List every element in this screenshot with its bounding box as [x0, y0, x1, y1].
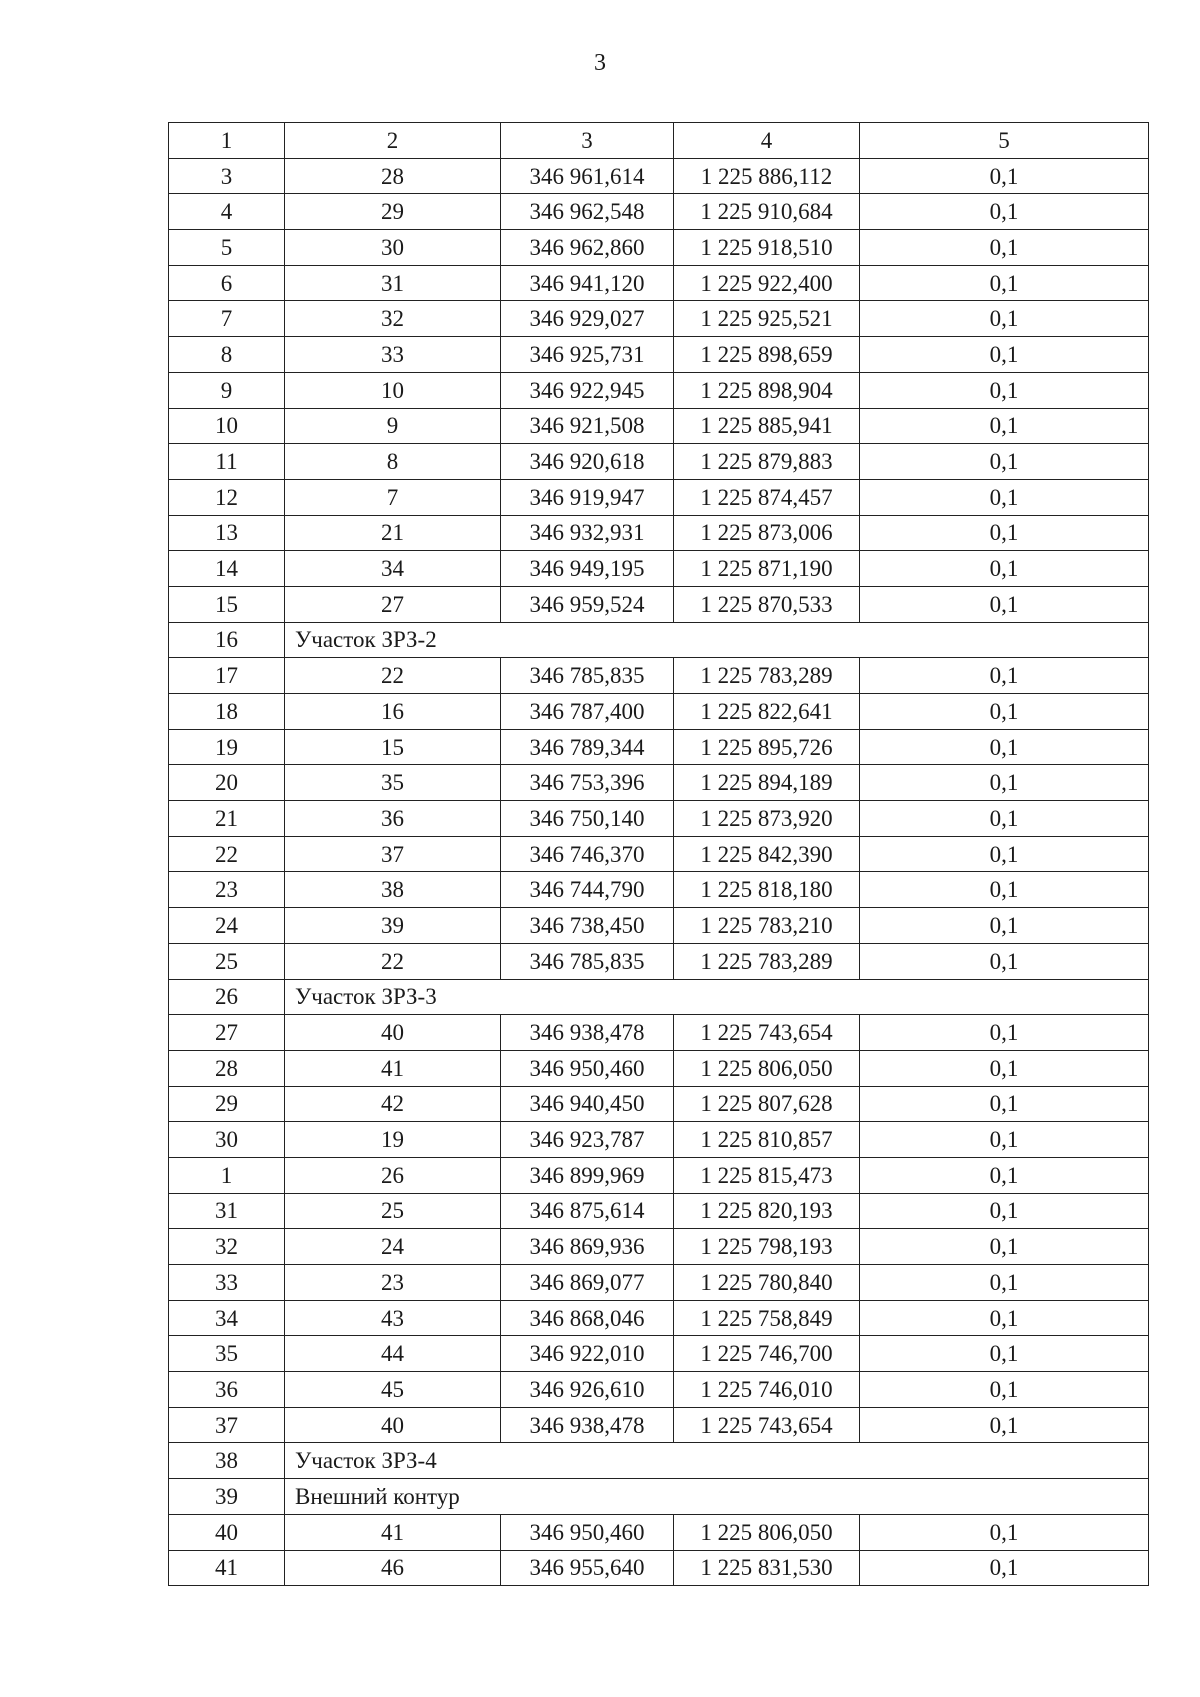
x-coordinate-cell: 346 785,835 — [501, 658, 674, 694]
row-number-cell: 20 — [169, 765, 285, 801]
row-number-cell: 10 — [169, 408, 285, 444]
table-row — [169, 1265, 1149, 1301]
row-number-cell: 26 — [169, 979, 285, 1015]
accuracy-cell: 0,1 — [860, 265, 1149, 301]
y-coordinate-cell: 1 225 898,904 — [674, 372, 860, 408]
y-coordinate-cell: 1 225 918,510 — [674, 230, 860, 266]
x-coordinate-cell: 346 750,140 — [501, 801, 674, 837]
accuracy-cell: 0,1 — [860, 694, 1149, 730]
x-coordinate-cell: 346 938,478 — [501, 1015, 674, 1051]
accuracy-cell: 0,1 — [860, 372, 1149, 408]
table-row — [169, 479, 1149, 515]
header-cell-1: 1 — [169, 123, 285, 159]
point-number-cell: 28 — [285, 158, 501, 194]
table-row — [169, 194, 1149, 230]
accuracy-cell: 0,1 — [860, 1407, 1149, 1443]
y-coordinate-cell: 1 225 870,533 — [674, 586, 860, 622]
point-number-cell: 25 — [285, 1193, 501, 1229]
y-coordinate-cell: 1 225 895,726 — [674, 729, 860, 765]
x-coordinate-cell: 346 938,478 — [501, 1407, 674, 1443]
table-row — [169, 908, 1149, 944]
x-coordinate-cell: 346 941,120 — [501, 265, 674, 301]
table-row — [169, 337, 1149, 373]
row-number-cell: 32 — [169, 1229, 285, 1265]
point-number-cell: 42 — [285, 1086, 501, 1122]
section-title-cell: Участок ЗРЗ-3 — [285, 979, 1149, 1015]
y-coordinate-cell: 1 225 780,840 — [674, 1265, 860, 1301]
x-coordinate-cell: 346 920,618 — [501, 444, 674, 480]
table-row — [169, 1407, 1149, 1443]
row-number-cell: 28 — [169, 1050, 285, 1086]
x-coordinate-cell: 346 868,046 — [501, 1300, 674, 1336]
accuracy-cell: 0,1 — [860, 658, 1149, 694]
section-title-cell: Участок ЗРЗ-2 — [285, 622, 1149, 658]
row-number-cell: 25 — [169, 943, 285, 979]
x-coordinate-cell: 346 744,790 — [501, 872, 674, 908]
accuracy-cell: 0,1 — [860, 908, 1149, 944]
point-number-cell: 10 — [285, 372, 501, 408]
row-number-cell: 33 — [169, 1265, 285, 1301]
table-body — [169, 158, 1149, 1586]
y-coordinate-cell: 1 225 925,521 — [674, 301, 860, 337]
y-coordinate-cell: 1 225 743,654 — [674, 1407, 860, 1443]
x-coordinate-cell: 346 919,947 — [501, 479, 674, 515]
table-row — [169, 1336, 1149, 1372]
accuracy-cell: 0,1 — [860, 765, 1149, 801]
section-row — [169, 622, 1149, 658]
y-coordinate-cell: 1 225 831,530 — [674, 1550, 860, 1586]
table-row — [169, 230, 1149, 266]
accuracy-cell: 0,1 — [860, 1015, 1149, 1051]
point-number-cell: 36 — [285, 801, 501, 837]
x-coordinate-cell: 346 950,460 — [501, 1050, 674, 1086]
table-row — [169, 729, 1149, 765]
x-coordinate-cell: 346 950,460 — [501, 1514, 674, 1550]
y-coordinate-cell: 1 225 810,857 — [674, 1122, 860, 1158]
accuracy-cell: 0,1 — [860, 479, 1149, 515]
x-coordinate-cell: 346 789,344 — [501, 729, 674, 765]
row-number-cell: 8 — [169, 337, 285, 373]
row-number-cell: 38 — [169, 1443, 285, 1479]
table-row — [169, 372, 1149, 408]
y-coordinate-cell: 1 225 758,849 — [674, 1300, 860, 1336]
row-number-cell: 22 — [169, 836, 285, 872]
header-cell-4: 4 — [674, 123, 860, 159]
y-coordinate-cell: 1 225 783,210 — [674, 908, 860, 944]
section-row — [169, 1443, 1149, 1479]
x-coordinate-cell: 346 926,610 — [501, 1372, 674, 1408]
y-coordinate-cell: 1 225 783,289 — [674, 943, 860, 979]
point-number-cell: 7 — [285, 479, 501, 515]
point-number-cell: 37 — [285, 836, 501, 872]
point-number-cell: 33 — [285, 337, 501, 373]
header-cell-2: 2 — [285, 123, 501, 159]
accuracy-cell: 0,1 — [860, 444, 1149, 480]
accuracy-cell: 0,1 — [860, 1550, 1149, 1586]
y-coordinate-cell: 1 225 798,193 — [674, 1229, 860, 1265]
row-number-cell: 34 — [169, 1300, 285, 1336]
accuracy-cell: 0,1 — [860, 551, 1149, 587]
section-title-cell: Внешний контур — [285, 1479, 1149, 1515]
y-coordinate-cell: 1 225 886,112 — [674, 158, 860, 194]
y-coordinate-cell: 1 225 820,193 — [674, 1193, 860, 1229]
table-row — [169, 1514, 1149, 1550]
table-row — [169, 586, 1149, 622]
row-number-cell: 41 — [169, 1550, 285, 1586]
row-number-cell: 29 — [169, 1086, 285, 1122]
point-number-cell: 32 — [285, 301, 501, 337]
table-row — [169, 515, 1149, 551]
accuracy-cell: 0,1 — [860, 1514, 1149, 1550]
point-number-cell: 44 — [285, 1336, 501, 1372]
x-coordinate-cell: 346 923,787 — [501, 1122, 674, 1158]
y-coordinate-cell: 1 225 871,190 — [674, 551, 860, 587]
y-coordinate-cell: 1 225 806,050 — [674, 1514, 860, 1550]
section-row — [169, 1479, 1149, 1515]
point-number-cell: 41 — [285, 1050, 501, 1086]
accuracy-cell: 0,1 — [860, 801, 1149, 837]
row-number-cell: 37 — [169, 1407, 285, 1443]
row-number-cell: 23 — [169, 872, 285, 908]
x-coordinate-cell: 346 785,835 — [501, 943, 674, 979]
point-number-cell: 43 — [285, 1300, 501, 1336]
point-number-cell: 45 — [285, 1372, 501, 1408]
point-number-cell: 16 — [285, 694, 501, 730]
accuracy-cell: 0,1 — [860, 1300, 1149, 1336]
header-cell-3: 3 — [501, 123, 674, 159]
x-coordinate-cell: 346 738,450 — [501, 908, 674, 944]
y-coordinate-cell: 1 225 746,700 — [674, 1336, 860, 1372]
row-number-cell: 7 — [169, 301, 285, 337]
table-row — [169, 694, 1149, 730]
row-number-cell: 5 — [169, 230, 285, 266]
point-number-cell: 29 — [285, 194, 501, 230]
row-number-cell: 14 — [169, 551, 285, 587]
table-row — [169, 836, 1149, 872]
y-coordinate-cell: 1 225 894,189 — [674, 765, 860, 801]
point-number-cell: 31 — [285, 265, 501, 301]
y-coordinate-cell: 1 225 873,920 — [674, 801, 860, 837]
table-row — [169, 1193, 1149, 1229]
accuracy-cell: 0,1 — [860, 586, 1149, 622]
table-row — [169, 1157, 1149, 1193]
row-number-cell: 36 — [169, 1372, 285, 1408]
table-row — [169, 872, 1149, 908]
table-row — [169, 658, 1149, 694]
point-number-cell: 9 — [285, 408, 501, 444]
table-row — [169, 1086, 1149, 1122]
x-coordinate-cell: 346 962,860 — [501, 230, 674, 266]
y-coordinate-cell: 1 225 783,289 — [674, 658, 860, 694]
point-number-cell: 41 — [285, 1514, 501, 1550]
point-number-cell: 39 — [285, 908, 501, 944]
point-number-cell: 46 — [285, 1550, 501, 1586]
table-row — [169, 408, 1149, 444]
y-coordinate-cell: 1 225 818,180 — [674, 872, 860, 908]
accuracy-cell: 0,1 — [860, 1229, 1149, 1265]
row-number-cell: 39 — [169, 1479, 285, 1515]
table-row — [169, 158, 1149, 194]
row-number-cell: 3 — [169, 158, 285, 194]
point-number-cell: 23 — [285, 1265, 501, 1301]
accuracy-cell: 0,1 — [860, 872, 1149, 908]
point-number-cell: 34 — [285, 551, 501, 587]
table-row — [169, 1229, 1149, 1265]
point-number-cell: 35 — [285, 765, 501, 801]
accuracy-cell: 0,1 — [860, 836, 1149, 872]
row-number-cell: 18 — [169, 694, 285, 730]
point-number-cell: 38 — [285, 872, 501, 908]
point-number-cell: 22 — [285, 658, 501, 694]
x-coordinate-cell: 346 921,508 — [501, 408, 674, 444]
x-coordinate-cell: 346 955,640 — [501, 1550, 674, 1586]
header-row — [169, 123, 1149, 159]
x-coordinate-cell: 346 787,400 — [501, 694, 674, 730]
accuracy-cell: 0,1 — [860, 1336, 1149, 1372]
y-coordinate-cell: 1 225 746,010 — [674, 1372, 860, 1408]
row-number-cell: 15 — [169, 586, 285, 622]
table-row — [169, 551, 1149, 587]
row-number-cell: 12 — [169, 479, 285, 515]
y-coordinate-cell: 1 225 874,457 — [674, 479, 860, 515]
table-row — [169, 1015, 1149, 1051]
x-coordinate-cell: 346 940,450 — [501, 1086, 674, 1122]
table-row — [169, 1372, 1149, 1408]
row-number-cell: 9 — [169, 372, 285, 408]
row-number-cell: 30 — [169, 1122, 285, 1158]
y-coordinate-cell: 1 225 910,684 — [674, 194, 860, 230]
table-row — [169, 1122, 1149, 1158]
section-row — [169, 979, 1149, 1015]
accuracy-cell: 0,1 — [860, 158, 1149, 194]
row-number-cell: 24 — [169, 908, 285, 944]
accuracy-cell: 0,1 — [860, 1122, 1149, 1158]
point-number-cell: 15 — [285, 729, 501, 765]
x-coordinate-cell: 346 753,396 — [501, 765, 674, 801]
accuracy-cell: 0,1 — [860, 337, 1149, 373]
point-number-cell: 8 — [285, 444, 501, 480]
point-number-cell: 26 — [285, 1157, 501, 1193]
x-coordinate-cell: 346 959,524 — [501, 586, 674, 622]
section-title-cell: Участок ЗРЗ-4 — [285, 1443, 1149, 1479]
y-coordinate-cell: 1 225 806,050 — [674, 1050, 860, 1086]
y-coordinate-cell: 1 225 898,659 — [674, 337, 860, 373]
table-row — [169, 801, 1149, 837]
x-coordinate-cell: 346 922,945 — [501, 372, 674, 408]
row-number-cell: 17 — [169, 658, 285, 694]
x-coordinate-cell: 346 899,969 — [501, 1157, 674, 1193]
x-coordinate-cell: 346 746,370 — [501, 836, 674, 872]
table-row — [169, 1050, 1149, 1086]
accuracy-cell: 0,1 — [860, 1265, 1149, 1301]
y-coordinate-cell: 1 225 743,654 — [674, 1015, 860, 1051]
x-coordinate-cell: 346 961,614 — [501, 158, 674, 194]
table-row — [169, 301, 1149, 337]
y-coordinate-cell: 1 225 922,400 — [674, 265, 860, 301]
accuracy-cell: 0,1 — [860, 230, 1149, 266]
x-coordinate-cell: 346 929,027 — [501, 301, 674, 337]
point-number-cell: 40 — [285, 1015, 501, 1051]
accuracy-cell: 0,1 — [860, 943, 1149, 979]
x-coordinate-cell: 346 922,010 — [501, 1336, 674, 1372]
row-number-cell: 19 — [169, 729, 285, 765]
row-number-cell: 4 — [169, 194, 285, 230]
x-coordinate-cell: 346 875,614 — [501, 1193, 674, 1229]
table-row — [169, 1300, 1149, 1336]
y-coordinate-cell: 1 225 807,628 — [674, 1086, 860, 1122]
accuracy-cell: 0,1 — [860, 1086, 1149, 1122]
table-row — [169, 444, 1149, 480]
y-coordinate-cell: 1 225 885,941 — [674, 408, 860, 444]
point-number-cell: 19 — [285, 1122, 501, 1158]
row-number-cell: 40 — [169, 1514, 285, 1550]
row-number-cell: 1 — [169, 1157, 285, 1193]
y-coordinate-cell: 1 225 842,390 — [674, 836, 860, 872]
x-coordinate-cell: 346 949,195 — [501, 551, 674, 587]
table-row — [169, 1550, 1149, 1586]
row-number-cell: 6 — [169, 265, 285, 301]
table-row — [169, 765, 1149, 801]
row-number-cell: 13 — [169, 515, 285, 551]
y-coordinate-cell: 1 225 815,473 — [674, 1157, 860, 1193]
point-number-cell: 27 — [285, 586, 501, 622]
coordinates-table — [168, 122, 1149, 1586]
accuracy-cell: 0,1 — [860, 729, 1149, 765]
point-number-cell: 24 — [285, 1229, 501, 1265]
row-number-cell: 16 — [169, 622, 285, 658]
accuracy-cell: 0,1 — [860, 194, 1149, 230]
row-number-cell: 21 — [169, 801, 285, 837]
accuracy-cell: 0,1 — [860, 1372, 1149, 1408]
x-coordinate-cell: 346 925,731 — [501, 337, 674, 373]
table-row — [169, 265, 1149, 301]
point-number-cell: 30 — [285, 230, 501, 266]
point-number-cell: 22 — [285, 943, 501, 979]
x-coordinate-cell: 346 869,936 — [501, 1229, 674, 1265]
row-number-cell: 11 — [169, 444, 285, 480]
row-number-cell: 35 — [169, 1336, 285, 1372]
table-row — [169, 943, 1149, 979]
accuracy-cell: 0,1 — [860, 1050, 1149, 1086]
header-cell-5: 5 — [860, 123, 1149, 159]
row-number-cell: 31 — [169, 1193, 285, 1229]
table-header — [169, 123, 1149, 159]
accuracy-cell: 0,1 — [860, 301, 1149, 337]
y-coordinate-cell: 1 225 879,883 — [674, 444, 860, 480]
accuracy-cell: 0,1 — [860, 1157, 1149, 1193]
x-coordinate-cell: 346 869,077 — [501, 1265, 674, 1301]
row-number-cell: 27 — [169, 1015, 285, 1051]
accuracy-cell: 0,1 — [860, 515, 1149, 551]
x-coordinate-cell: 346 962,548 — [501, 194, 674, 230]
y-coordinate-cell: 1 225 873,006 — [674, 515, 860, 551]
accuracy-cell: 0,1 — [860, 408, 1149, 444]
x-coordinate-cell: 346 932,931 — [501, 515, 674, 551]
point-number-cell: 21 — [285, 515, 501, 551]
page-number: 3 — [594, 50, 606, 76]
accuracy-cell: 0,1 — [860, 1193, 1149, 1229]
y-coordinate-cell: 1 225 822,641 — [674, 694, 860, 730]
point-number-cell: 40 — [285, 1407, 501, 1443]
